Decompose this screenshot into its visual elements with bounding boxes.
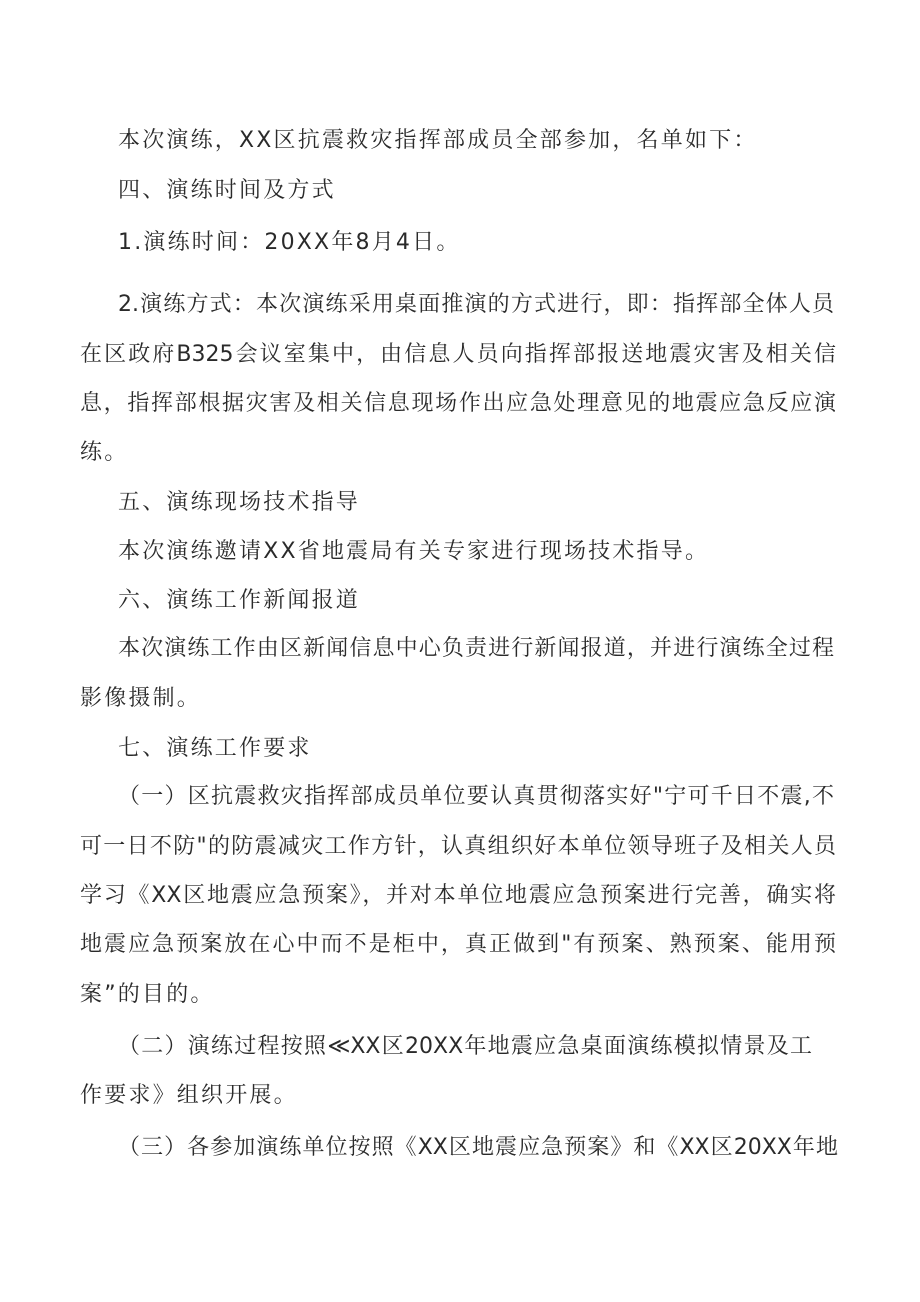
paragraph-drill-method-line-1: 2.演练方式：本次演练采用桌面推演的方式进行，即：指挥部全体人员 [118, 292, 834, 317]
paragraph-req-1-line-1: （一）区抗震救灾指挥部成员单位要认真贯彻落实好"宁可千日不震,不 [118, 784, 834, 809]
paragraph-req-1-line-3: 学习《XX区地震应急预案》，并对本单位地震应急预案进行完善，确实将 [80, 883, 836, 908]
paragraph-req-2-line-2: 作要求》组织开展。 [80, 1083, 298, 1108]
paragraph-req-2-line-1: （二）演练过程按照≪XX区20XX年地震应急桌面演练模拟情景及工 [118, 1034, 812, 1059]
paragraph-drill-time: 1.演练时间：20XX年8月4日。 [118, 230, 461, 255]
paragraph-req-3-line-1: （三）各参加演练单位按照《XX区地震应急预案》和《XX区20XX年地 [118, 1135, 838, 1160]
heading-section-7: 七、演练工作要求 [118, 736, 312, 761]
heading-section-5: 五、演练现场技术指导 [118, 490, 361, 515]
paragraph-req-1-line-5: 案”的目的。 [80, 982, 215, 1007]
paragraph-news-line-1: 本次演练工作由区新闻信息中心负责进行新闻报道，并进行演练全过程 [118, 636, 834, 661]
heading-section-4: 四、演练时间及方式 [118, 178, 336, 203]
paragraph-drill-method-line-3: 息，指挥部根据灾害及相关信息现场作出应急处理意见的地震应急反应演 [80, 391, 836, 416]
paragraph-req-1-line-4: 地震应急预案放在心中而不是柜中，真正做到"有预案、熟预案、能用预 [80, 932, 836, 957]
paragraph-attendance: 本次演练，XX区抗震救灾指挥部成员全部参加，名单如下： [118, 128, 758, 153]
heading-section-6: 六、演练工作新闻报道 [118, 588, 361, 613]
paragraph-news-line-2: 影像摄制。 [80, 686, 202, 711]
paragraph-drill-method-line-2: 在区政府B325会议室集中，由信息人员向指挥部报送地震灾害及相关信 [80, 342, 836, 367]
paragraph-drill-method-line-4: 练。 [80, 440, 129, 465]
paragraph-tech-guidance: 本次演练邀请XX省地震局有关专家进行现场技术指导。 [118, 539, 710, 564]
paragraph-req-1-line-2: 可一日不防"的防震减灾工作方针，认真组织好本单位领导班子及相关人员 [80, 834, 836, 859]
